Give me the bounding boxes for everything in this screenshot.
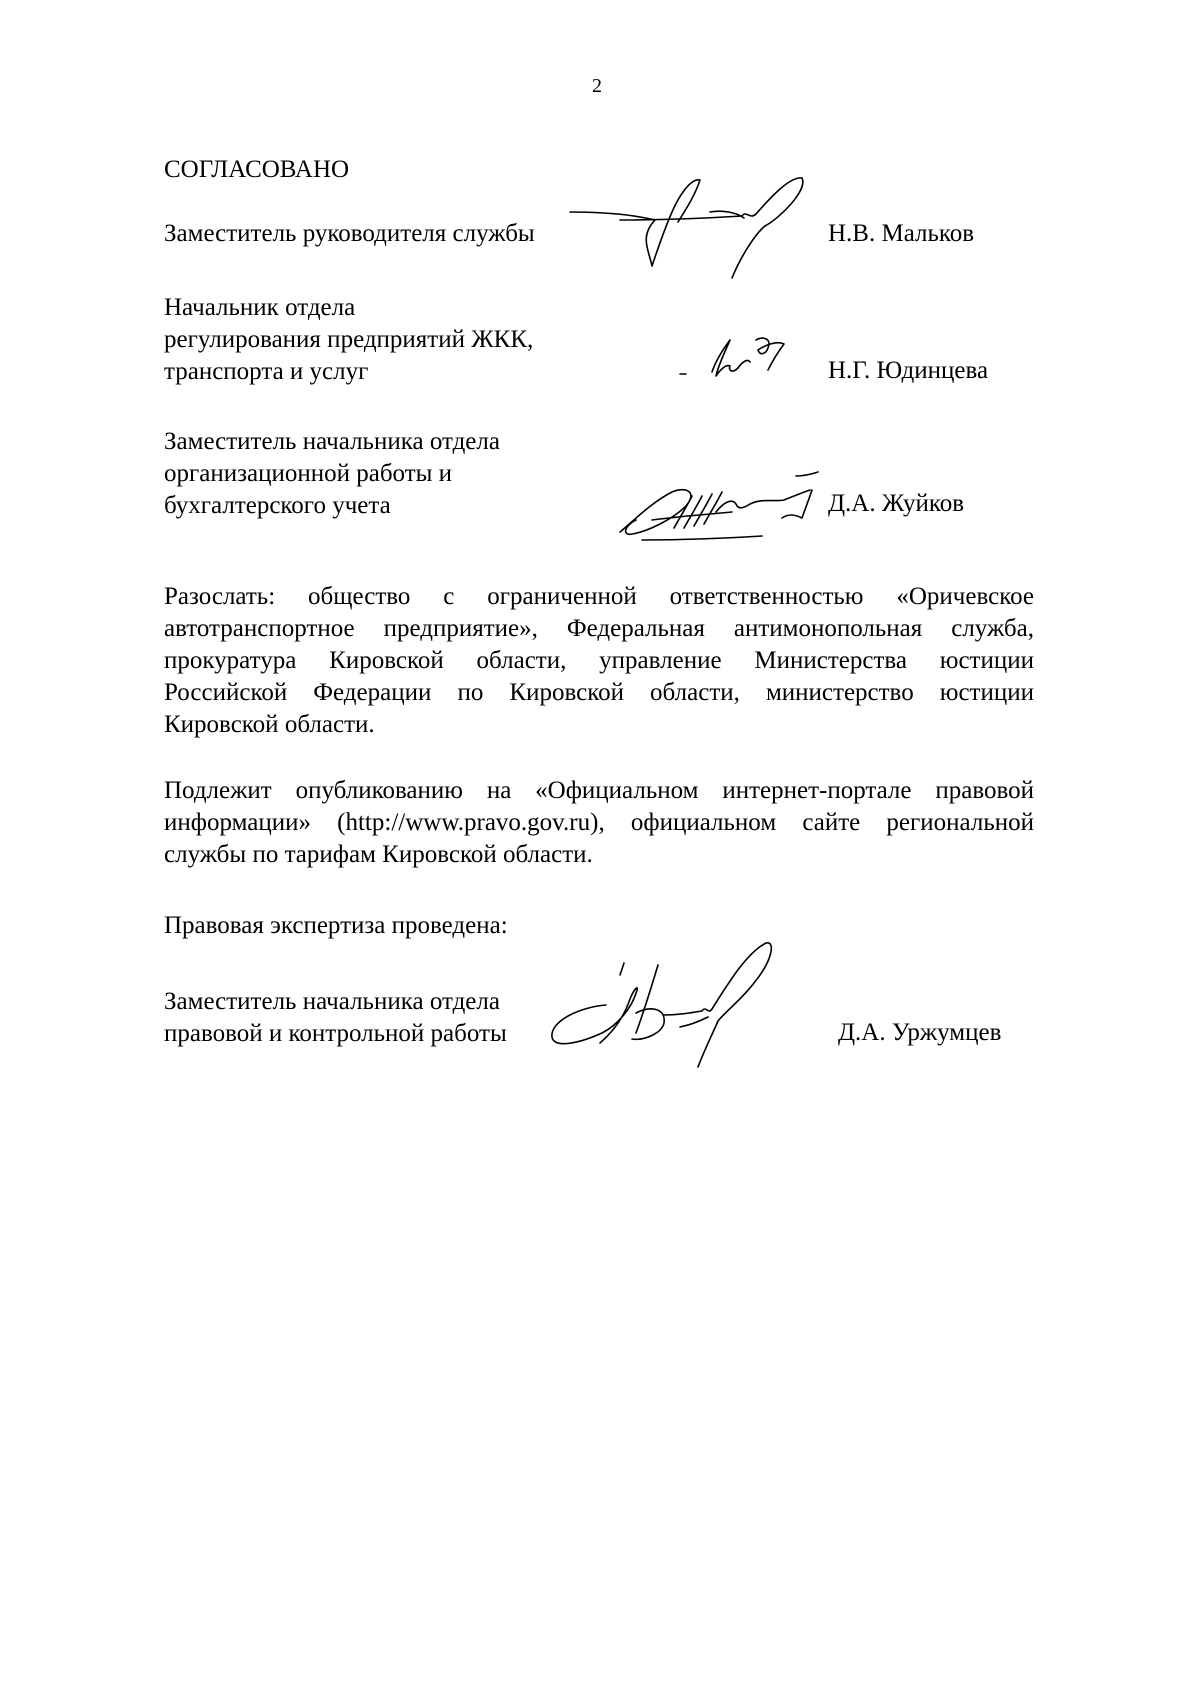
signatory-3-position-line-2: организационной работы и [164,460,453,487]
publication-paragraph [164,775,1034,871]
page-number: 2 [592,75,602,97]
distribution-line-5: Кировской области. [164,711,375,738]
signatory-3-position-line-3: бухгалтерского учета [164,492,391,519]
legal-review-position [164,986,507,1050]
signature-2 [672,330,802,390]
legal-review-heading: Правовая экспертиза проведена: [164,912,508,939]
signatory-1-name: Н.В. Мальков [828,220,975,247]
signatory-2-position-line-3: транспорта и услуг [164,358,369,385]
signatory-2-position-line-1: Начальник отдела [164,294,356,321]
distribution-line-2: автотранспортное предприятие», Федеральная антимонопольная служба, [164,615,1034,642]
signatory-3-position-line-1: Заместитель начальника отдела [164,428,500,455]
approval-heading: СОГЛАСОВАНО [164,156,350,183]
distribution-line-1: Разослать: общество с ограниченной ответственностью «Оричевское [164,583,1034,610]
signatory-3-position [164,426,500,522]
distribution-line-3: прокуратура Кировской области, управление Министерства юстиции [164,647,1034,674]
legal-review-position-line-1: Заместитель начальника отдела [164,988,500,1015]
signature-1 [560,168,820,288]
distribution-paragraph [164,581,1034,741]
signatory-2-position [164,292,533,388]
signatory-2-name: Н.Г. Юдинцева [828,357,989,384]
legal-review-name: Д.А. Уржумцев [838,1019,1002,1046]
signature-4 [540,935,800,1075]
signatory-2-position-line-2: регулирования предприятий ЖКК, [164,326,534,353]
publication-line-2: информации» (http://www.pravo.gov.ru), официальном сайте региональной [164,809,1034,836]
signatory-1-position-line-1: Заместитель руководителя службы [164,220,535,247]
publication-line-1: Подлежит опубликованию на «Официальном интернет-портале правовой [164,777,1034,804]
publication-line-3: службы по тарифам Кировской области. [164,841,593,868]
signatory-1-position [164,218,535,250]
distribution-line-4: Российской Федерации по Кировской области, министерство юстиции [164,679,1034,706]
signatory-3-name: Д.А. Жуйков [828,490,965,517]
legal-review-position-line-2: правовой и контрольной работы [164,1020,507,1047]
signature-3 [612,462,832,552]
